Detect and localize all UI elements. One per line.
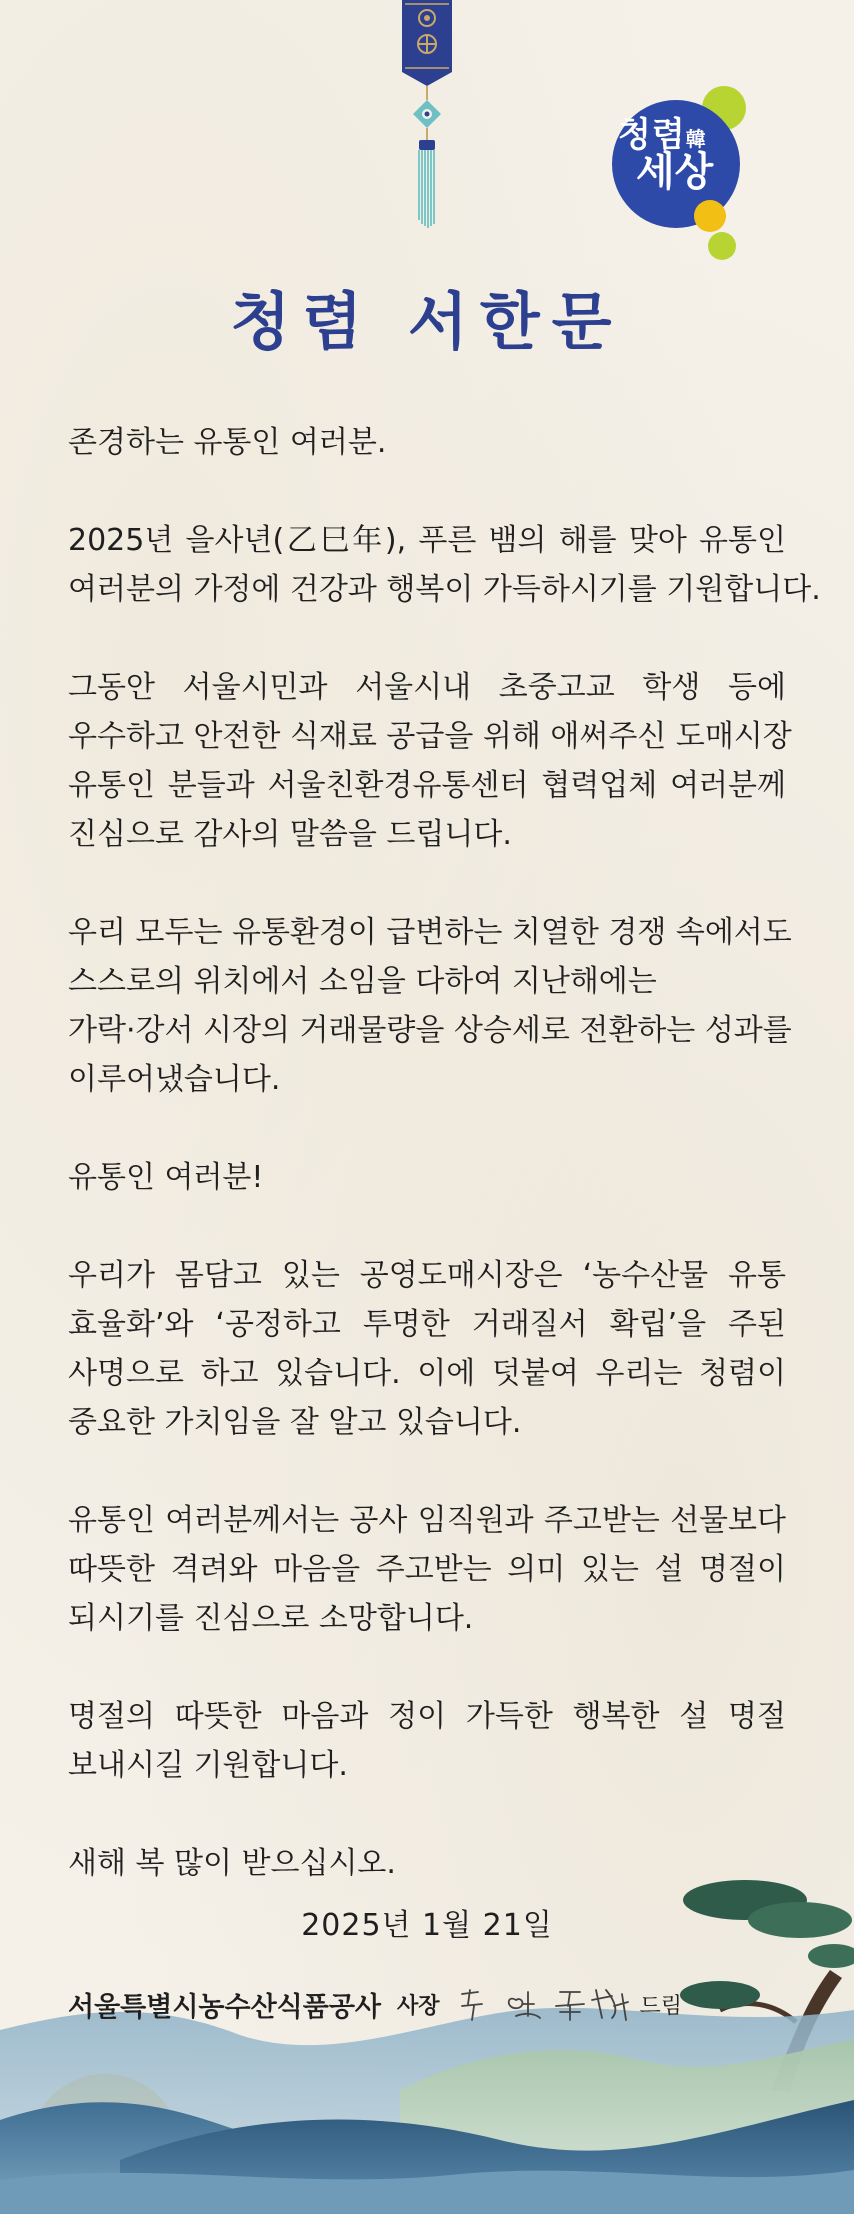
organization-name: 서울특별시농수산식품공사 bbox=[68, 1991, 381, 2023]
signature-suffix: 드림 bbox=[639, 1993, 683, 2019]
letter-line: 진심으로 감사의 말씀을 드립니다. bbox=[68, 817, 512, 852]
logo-text bbox=[618, 115, 738, 195]
logo-word-1: 청렴 bbox=[618, 115, 686, 155]
letter-line: 스스로의 위치에서 소임을 다하여 지난해에는 bbox=[68, 964, 657, 999]
letter-line: 우수하고 안전한 식재료 공급을 위해 애써주신 도매시장 bbox=[68, 719, 792, 754]
letter-line: 2025년 을사년(乙巳年), 푸른 뱀의 해를 맞아 유통인 bbox=[68, 523, 786, 558]
letter-paragraph bbox=[68, 418, 786, 467]
letter-line: 명절의 따뜻한 마음과 정이 가득한 행복한 설 명절 bbox=[68, 1699, 786, 1734]
letter-line: 우리 모두는 유통환경이 급변하는 치열한 경쟁 속에서도 bbox=[68, 915, 792, 950]
letter-line: 유통인 여러분! bbox=[68, 1160, 264, 1195]
handwritten-signature bbox=[456, 1982, 636, 2026]
letter-line: 여러분의 가정에 건강과 행복이 가득하시기를 기원합니다. bbox=[68, 572, 821, 607]
logo-word-2: 세상 bbox=[636, 149, 714, 195]
letter-line: 새해 복 많이 받으십시오. bbox=[68, 1846, 396, 1881]
letter-title: 청렴 서한문 bbox=[230, 285, 624, 358]
letter-paragraph bbox=[68, 663, 792, 859]
letter-line: 중요한 가치임을 잘 알고 있습니다. bbox=[68, 1405, 522, 1440]
logo-hanja: 韓 bbox=[685, 127, 707, 151]
letter-line: 유통인 여러분께서는 공사 임직원과 주고받는 선물보다 bbox=[68, 1503, 786, 1538]
letter-paragraph bbox=[68, 1692, 786, 1790]
letter-line: 우리가 몸담고 있는 공영도매시장은 ‘농수산물 유통 bbox=[68, 1258, 786, 1293]
signer-role: 사장 bbox=[396, 1993, 440, 2019]
letter-body bbox=[68, 418, 821, 1937]
letter-line: 보내시길 기원합니다. bbox=[68, 1748, 348, 1783]
letter-paragraph bbox=[68, 516, 821, 614]
letter-paragraph bbox=[68, 1153, 786, 1202]
norigae-ornament-icon bbox=[385, 0, 469, 230]
letter-line: 효율화’와 ‘공정하고 투명한 거래질서 확립’을 주된 bbox=[68, 1307, 786, 1342]
letter-line: 따뜻한 격려와 마음을 주고받는 의미 있는 설 명절이 bbox=[68, 1552, 786, 1587]
letter-line: 되시기를 진심으로 소망합니다. bbox=[68, 1601, 474, 1636]
letter-paragraph bbox=[68, 1496, 786, 1643]
letter-paragraph bbox=[68, 1251, 786, 1447]
letter-paragraph bbox=[68, 908, 792, 1104]
letter-line: 가락·강서 시장의 거래물량을 상승세로 전환하는 성과를 bbox=[68, 1013, 792, 1048]
letter-line: 사명으로 하고 있습니다. 이에 덧붙여 우리는 청렴이 bbox=[68, 1356, 786, 1391]
letter-date: 2025년 1월 21일 bbox=[301, 1908, 553, 1943]
letter-line: 존경하는 유통인 여러분. bbox=[68, 425, 387, 460]
letter-line: 그동안 서울시민과 서울시내 초중고교 학생 등에 bbox=[68, 670, 786, 705]
signature-line bbox=[68, 1982, 682, 2026]
letter-line: 유통인 분들과 서울친환경유통센터 협력업체 여러분께 bbox=[68, 768, 786, 803]
letter-line: 이루어냈습니다. bbox=[68, 1062, 281, 1097]
